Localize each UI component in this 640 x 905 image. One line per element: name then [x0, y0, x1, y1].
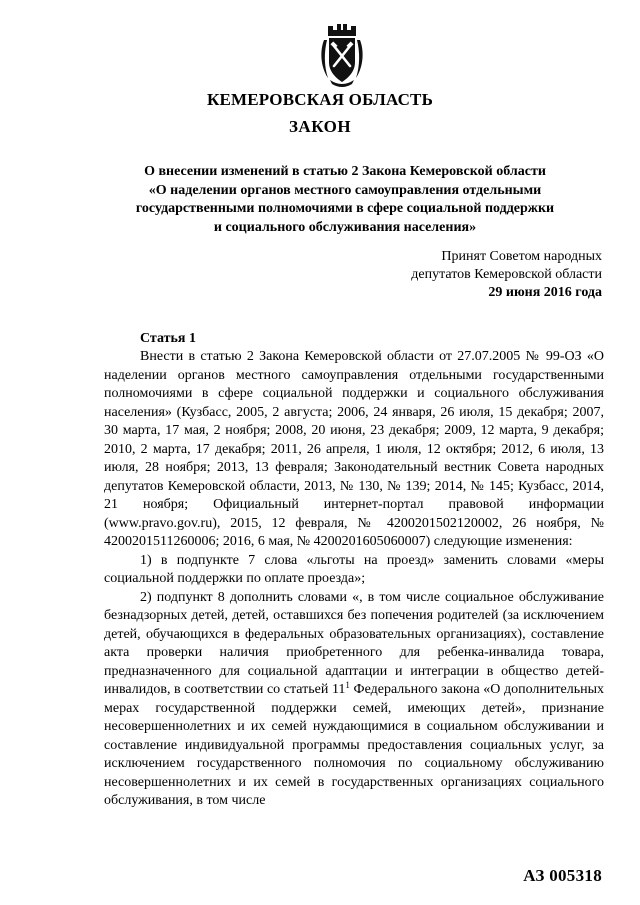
article-item-2 — [104, 589, 604, 811]
adoption-block — [411, 248, 602, 302]
form-serial-number: АЗ 005318 — [523, 866, 602, 885]
article-item-2-text-continued: Федерального закона «О дополнительных мерах государственной поддержки семей, имеющих детей», признание несовершеннолетних и их семей нуждающимися в социальном обслуживании и составление индивидуальной программы предоставления социальных услуг, за исключением государственного полномочия по социальному обслуживанию несовершеннолетних и их семей в государственных организациях социального обслуживания, в том числе — [104, 682, 604, 808]
law-title — [110, 163, 580, 237]
coat-of-arms-emblem-icon — [318, 22, 366, 88]
article-item-2-superscript: 1 — [345, 680, 350, 690]
law-title-line: О внесении изменений в статью 2 Закона Кемеровской области — [144, 164, 546, 179]
law-title-line: государственными полномочиями в сфере социальной поддержки — [135, 201, 555, 216]
document-type: ЗАКОН — [288, 117, 352, 136]
article-item-1: 1) в подпункте 7 слова «льготы на проезд» заменить словами «меры социальной поддержки по оплате проезда»; — [104, 552, 604, 586]
article-intro-paragraph: Внести в статью 2 Закона Кемеровской области от 27.07.2005 № 99-ОЗ «О наделении органов местного самоуправления отдельными государственными полномочиями в сфере социальной поддержки и социального обслуживания населения» (Кузбасс, 2005, 2 августа; 2006, 24 января, 26 июля, 15 декабря; 2007, 30 марта, 17 мая, 2 ноября; 2008, 20 июня, 23 декабря; 2009, 12 марта, 9 декабря; 2010, 2 марта, 17 декабря; 2011, 26 апреля, 1 июля, 12 октября; 2012, 6 июля, 13 июля, 28 ноября; 2013, 13 февраля; Законодательный вестник Совета народных депутатов Кемеровской области, 2013, № 130, № 139; 2014, № 145; Кузбасс, 2014, 21 ноября; Официальный интернет-портал правовой информации (www.pravo.gov.ru), 2015, 12 февраля, № 4200201502120002, 26 ноября, № 4200201511260006; 2016, 6 мая, № 4200201605060007) следующие изменения: — [104, 349, 604, 549]
adoption-line: Принят Советом народных — [441, 249, 602, 264]
adoption-date: 29 июня 2016 года — [488, 285, 602, 300]
law-title-line: и социального обслуживания населения» — [213, 219, 477, 235]
adoption-line: депутатов Кемеровской области — [411, 267, 602, 282]
region-name: КЕМЕРОВСКАЯ ОБЛАСТЬ — [206, 90, 434, 109]
article-heading: Статья 1 — [140, 331, 196, 346]
law-title-line: «О наделении органов местного самоуправления отдельными — [148, 182, 542, 198]
article-item-2-text: 2) подпункт 8 дополнить словами «, в том числе социальное обслуживание безнадзорных детей, детей, оставшихся без попечения родителей (за исключением детей, обучающихся в федеральных образовательных организациях), составление акта проверки наличия приобретенного для ребенка-инвалида товара, предназначенного для социальной адаптации и интеграции в общество детей-инвалидов, в соответствии со статьей 11 — [104, 589, 604, 697]
article-body — [104, 348, 604, 811]
